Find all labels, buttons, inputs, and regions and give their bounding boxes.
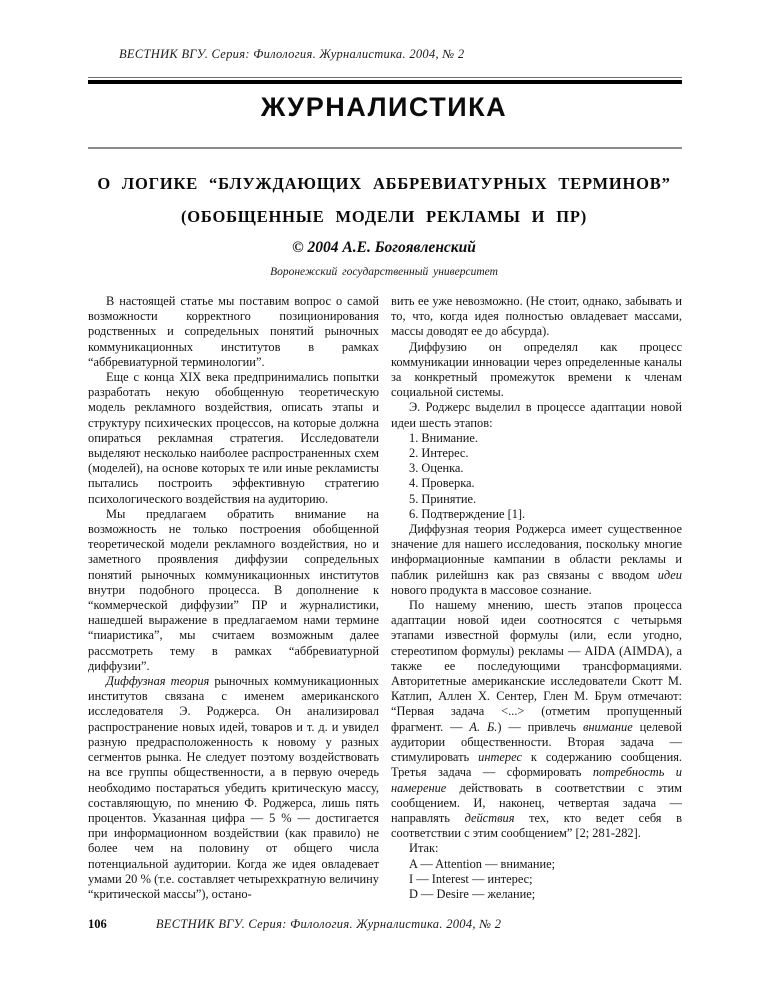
affiliation: Воронежский государственный университет — [270, 266, 498, 278]
article-title — [70, 167, 698, 233]
body-text: A — Attention — внимание; — [409, 856, 556, 871]
paragraph — [391, 446, 682, 461]
paragraph — [391, 598, 682, 841]
paragraph — [391, 400, 682, 430]
header-double-rule — [88, 77, 682, 84]
section-divider-rule — [88, 147, 682, 149]
paragraph — [391, 872, 682, 887]
paragraph — [391, 340, 682, 401]
paragraph — [88, 507, 379, 674]
paragraph — [391, 841, 682, 856]
paragraph — [88, 674, 379, 902]
paragraph — [391, 522, 682, 598]
emphasized-text: действия — [464, 810, 515, 825]
paragraph — [391, 492, 682, 507]
body-text: 2. Интерес. — [409, 446, 469, 461]
page-number: 106 — [88, 917, 107, 931]
body-text: 6. Подтверждение [1]. — [409, 506, 526, 521]
author-line: © 2004 А.Е. Богоявленский — [292, 239, 476, 256]
body-text: действовать в соответствии с этим сообщением. И, наконец, четвертая задача — направлять — [391, 780, 682, 825]
emphasized-text: А. Б. — [469, 719, 498, 734]
body-text: 4. Проверка. — [409, 476, 475, 491]
paragraph — [391, 857, 682, 872]
emphasized-text: внимание — [583, 719, 633, 734]
body-text: Мы предлагаем обратить внимание на возможность не только построения обобщенной теоретической модели рекламного воздействия, но и заметного проявления диффузии сопредельных понятий рыночных коммуникационных институтов внутри подобного процесса. В дополнение к “коммерческой диффузии” ПР и журналистики, нашедшей выражение в предлагаемом нами термине “пиаристика”, мы считаем возможным далее рассмотреть тему в рамках “аббревиатурной диффузии”. — [88, 506, 379, 673]
paragraph — [391, 887, 682, 902]
paragraph — [391, 476, 682, 491]
header-rule-thin — [88, 77, 682, 78]
body-text: D — Desire — желание; — [409, 886, 536, 901]
paragraph — [391, 461, 682, 476]
paragraph — [88, 370, 379, 507]
body-text: Итак: — [409, 841, 439, 856]
body-text: В настоящей статье мы поставим вопрос о самой возможности корректного позиционирования родственных и сопредельных понятий рыночных коммуникационных институтов в рамках “аббревиатурной терминологии”. — [88, 294, 379, 369]
running-head: ВЕСТНИК ВГУ. Серия: Филология. Журналистика. 2004, № 2 — [119, 47, 465, 61]
body-text: к содержанию сообщения. Третья задача — сформировать — [391, 750, 682, 780]
body-text: рыночных коммуникационных институтов связана с именем американского исследователя Э. Роджерса. Он анализировал распространение новых идей, товаров и т. д. и увидел разную предрасположенность к новому у разных сегментов рынка. Не следует поэтому воздействовать на все группы общественности, а в первую очередь необходимо постараться убедить критическую массу, составляющую, по мнению Ф. Роджерса, лишь пять процентов. Указанная цифра — 5 % — достигается при информационном воздействии (как правило) не более чем на половину от общего числа потенциальной аудитории. Когда же идея овладевает умами 20 % (т.е. составляет четырехкратную величину “критической массы”), остано- — [88, 674, 379, 901]
body-text: 1. Внимание. — [409, 430, 479, 445]
left-column — [88, 294, 379, 914]
body-text: Еще с конца XIX века предпринимались попытки разработать некую обобщенную теоретическую модель рекламного воздействия, описать этапы и структуру психических процессов, на которые должна опираться рекламная стратегия. Исследователи выделяют несколько наиболее распространенных схем (моделей), на основе которых те или иные рекламисты пытались построить эффективную стратегию психологического воздействия на аудиторию. — [88, 370, 379, 506]
body-text: По нашему мнению, шесть этапов процесса адаптации новой идеи соотносятся с четырьмя этапами известной формулы (или, если угодно, стереотипом формулы) рекламы — AIDA (AIMDA), а также ее последующими трансформациями. Авторитетные американские исследователи Скотт М. Катлип, Аллен Х. Сентер, Глен М. Брум отмечают: “Первая задача <...> (отметим пропущенный фрагмент. — — [391, 598, 682, 734]
body-text: нового продукта в массовое сознание. — [391, 582, 592, 597]
page-footer — [88, 917, 682, 932]
body-text: I — Interest — интерес; — [409, 871, 533, 886]
article-title-line2: (ОБОБЩЕННЫЕ МОДЕЛИ РЕКЛАМЫ И ПР) — [180, 207, 588, 226]
body-text: Диффузию он определял как процесс коммуникации инновации через определенные каналы за конкретный промежуток времени к членам социальной системы. — [391, 339, 682, 400]
right-column — [391, 294, 682, 914]
emphasized-text: интерес — [478, 750, 522, 765]
paragraph — [391, 294, 682, 340]
body-text: ) — привлечь — [497, 719, 584, 734]
emphasized-text: потребность и намерение — [391, 765, 682, 795]
emphasized-text: идеи — [657, 567, 682, 582]
paragraph — [88, 294, 379, 370]
emphasized-text: Диффузная теория — [106, 674, 210, 689]
footer-journal-title: ВЕСТНИК ВГУ. Серия: Филология. Журналистика. 2004, № 2 — [155, 917, 502, 931]
paragraph — [391, 431, 682, 446]
body-text: тех, кто ведет себя в соответствии с этим сообщением” [2; 281-282]. — [391, 810, 682, 841]
section-title: ЖУРНАЛИСТИКА — [260, 92, 508, 122]
paragraph — [391, 507, 682, 522]
body-text: вить ее уже невозможно. (Не стоит, однако, забывать и то, что, когда идея полностью овладевает массами, массы доводят ее до абсурда). — [391, 294, 682, 339]
header-rule-thick — [88, 80, 682, 84]
article-body — [88, 294, 682, 914]
body-text: целевой аудитории общественности. Вторая задача — стимулировать — [391, 719, 682, 765]
body-text: Диффузная теория Роджерса имеет существенное значение для нашего исследования, поскольку многие информационные кампании в области рекламы и паблик рилейшнз как раз связаны с вводом — [391, 522, 682, 582]
body-text: 5. Принятие. — [409, 491, 477, 506]
article-title-line1: О ЛОГИКЕ “БЛУЖДАЮЩИХ АББРЕВИАТУРНЫХ ТЕРМИНОВ” — [97, 174, 671, 193]
body-text: Э. Роджерс выделил в процессе адаптации новой идеи шесть этапов: — [391, 400, 682, 430]
body-text: 3. Оценка. — [409, 461, 464, 476]
